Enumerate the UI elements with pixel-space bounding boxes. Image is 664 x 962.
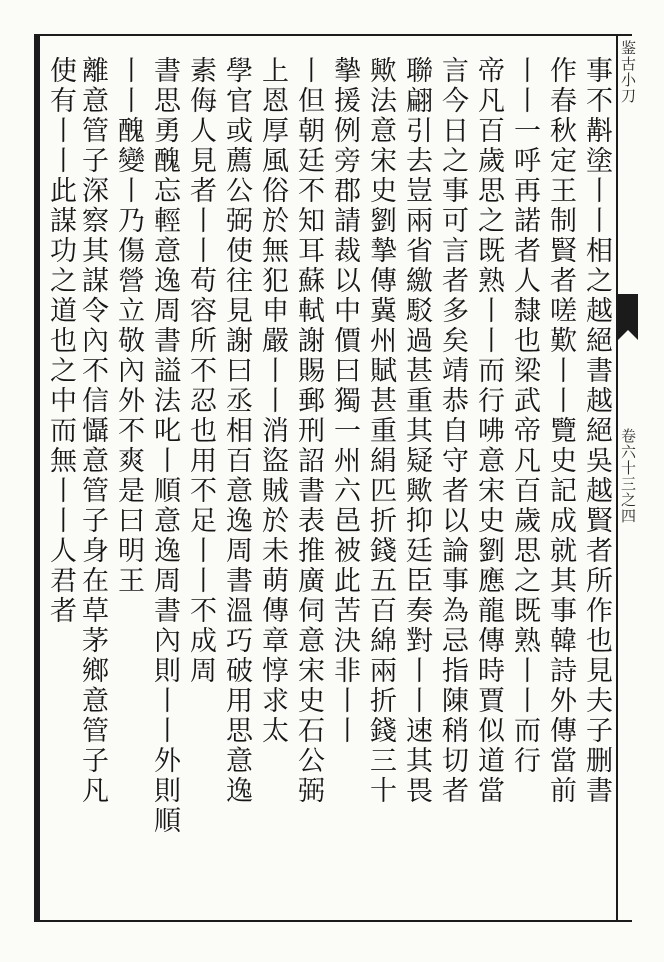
- text-column-5: 言今日之事可言者多矣靖恭自守者以論事為忌指陳稍切者: [437, 56, 468, 806]
- text-column-16: 使有丨丨此謀功之道也之中而無丨丨人君者: [45, 56, 76, 626]
- text-column-8: 摰援例旁郡請裁以中價曰獨一州六邑被此苦決非丨丨: [329, 56, 360, 746]
- text-column-13: 書思勇醜忘輕意逸周書謚法叱丨順意逸周書內則丨丨外則順: [149, 56, 180, 836]
- text-column-6: 聯翩引去豈兩省繳駁過甚重其疑歟抑廷臣奏對丨丨速其畏: [401, 56, 432, 806]
- text-column-9: 丨但朝廷不知耳蘇軾謝賜郵刑詔書表推廣伺意宋史石公弼: [293, 56, 324, 806]
- banner-title: 鉴古小刀: [619, 40, 637, 104]
- page-frame: [34, 34, 637, 922]
- text-column-4: 帝凡百歲思之既熟丨丨而行咈意宋史劉應龍傳時賈似道當: [473, 56, 504, 806]
- text-column-14: 丨丨醜變丨乃傷營立敬內外不爽是曰明王: [113, 56, 144, 596]
- text-column-1: 事不斠塗丨丨相之越絕書越絕吳越賢者所作也見夫子删書: [581, 56, 612, 806]
- fish-tail-mark: [618, 294, 638, 330]
- banner-strip: [616, 36, 638, 922]
- banner-volume: 卷六十三之四: [619, 428, 637, 524]
- text-column-15: 離意管子深察其謀令內不信懾意管子身在草茅鄉意管子凡: [77, 56, 108, 806]
- text-column-3: 丨丨一呼再諾者人隸也梁武帝凡百歲思之既熟丨丨而行: [509, 56, 540, 776]
- text-column-10: 上恩厚風俗於無犯申嚴丨丨消盜賊於未萌傳章惇求太: [257, 56, 288, 746]
- text-column-2: 作春秋定王制賢者嗟歎丨丨覽史記成就其事韓詩外傳當前: [545, 56, 576, 806]
- text-column-7: 歟法意宋史劉摯傳冀州賦甚重絹匹折錢五百綿兩折錢三十: [365, 56, 396, 806]
- text-column-11: 學官或薦公弼使往見謝曰丞相百意逸周書溫巧破用思意逸: [221, 56, 252, 806]
- text-column-12: 素侮人見者丨丨苟容所不忍也用不足丨丨不成周: [185, 56, 216, 686]
